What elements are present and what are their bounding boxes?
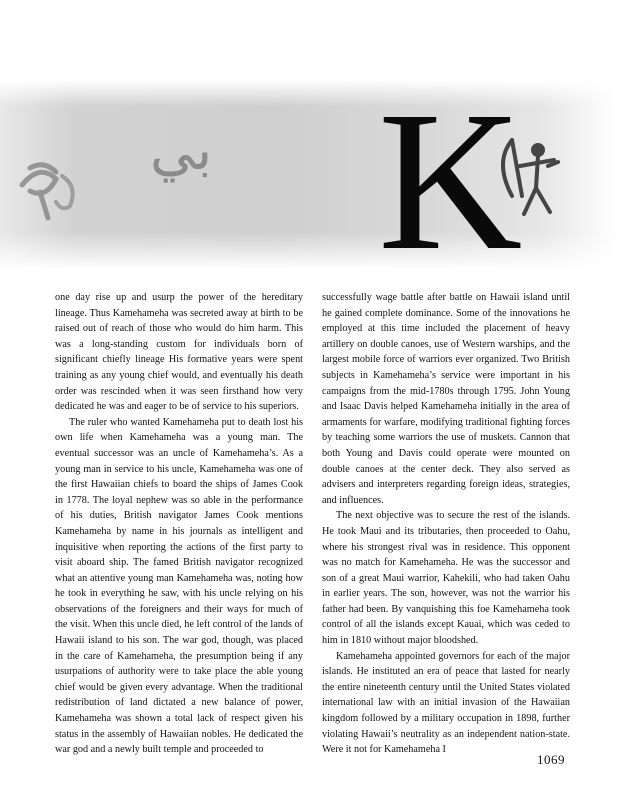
ancient-script-glyph-2 [56,176,73,208]
page-number: 1069 [537,752,565,767]
drop-cap-letter: K [378,80,523,270]
article-body [55,290,570,758]
header-banner [0,80,617,270]
paragraph: The next objective was to secure the rest of the islands. He took Maui and its tributaries, then proceeded to Oahu, where his strongest rival was in residence. This opponent was no match for Kamehameha. He was the successor and son of a great Maui warrior, Kahekili, who had taken Oahu in earlier years. The son, however, was not the warrior his father had been. By vanquishing this foe Kamehameha took control of all the islands except Kauai, which was ceded to him in 1810 without major bloodshed. [322,510,570,647]
banner-script-text: بي [150,118,213,183]
right-column [322,290,570,758]
paragraph: The ruler who wanted Kamehameha put to death lost his own life when Kamehameha was a young man. The eventual successor was an uncle of Kamehameha’s. As a young man in service to his uncle, Kamehameha was one of the first Hawaiian chiefs to board the ships of James Cook in 1778. The loyal nephew was so able in the performance of his duties, British navigator James Cook mentions Kamehameha by name in his journals as intelligent and inquisitive when reporting the actions of the first party to visit aboard ship. The famed British navigator recognized what an attentive young man Kamehameha was, noting how he took in everything he saw, with his uncle relying on his observations of the foreigners and their ways for much of the visit. When this uncle died, he left control of the lands of Hawaii island to his son. The war god, though, was placed in the care of Kamehameha, the presumption being if any usurpations of authority were to take place the able young chief would be given every advantage. When the traditional redistribution of land dictated a new balance of power, Kamehameha was shown a total lack of respect given his status in the assembly of Hawaiian nobles. He dedicated the war god and a newly built temple and proceeded to [55,416,303,756]
paragraph: Kamehameha appointed governors for each of the major islands. He instituted an era of peace that lasted for nearly the entire nineteenth century until the United States violated international law with an initial invasion of the Hawaiian kingdom followed by a military occupation in 1898, further violating Hawaii’s neutrality as an independent nation-state. Were it not for Kamehameha I [322,650,570,756]
ancient-script-glyph [22,165,56,218]
paragraph: successfully wage battle after battle on Hawaii island until he gained complete dominance. Some of the innovations he employed at this time included the placement of heavy artillery on double canoes, use of Western warships, and the largest mobile force of warriors ever organized. Two British subjects in Kamehameha’s service were important in his campaigns from the mid-1780s through 1795. John Young and Isaac Davis helped Kamehameha initially in the area of armaments for warfare, modifying traditional fighting forces by teaching some warriors the use of muskets. Cannon that both Young and Davis could operate were mounted on double canoes at the center deck. They also served as advisers and interpreters regarding foreign ideas, strategies, and influences. [322,292,570,506]
left-column [55,290,303,758]
banner-art [0,80,617,270]
paragraph: one day rise up and usurp the power of the hereditary lineage. Thus Kamehameha was secreted away at birth to be raised out of reach of those who would do him harm. This was a long-standing custom for individuals born of significant chiefly lineage His formative years were spent training as any young chief would, and eventually his death order was rescinded when it was seen firsthand how very dedicated he was and eager to be of service to his superiors. [55,292,303,413]
